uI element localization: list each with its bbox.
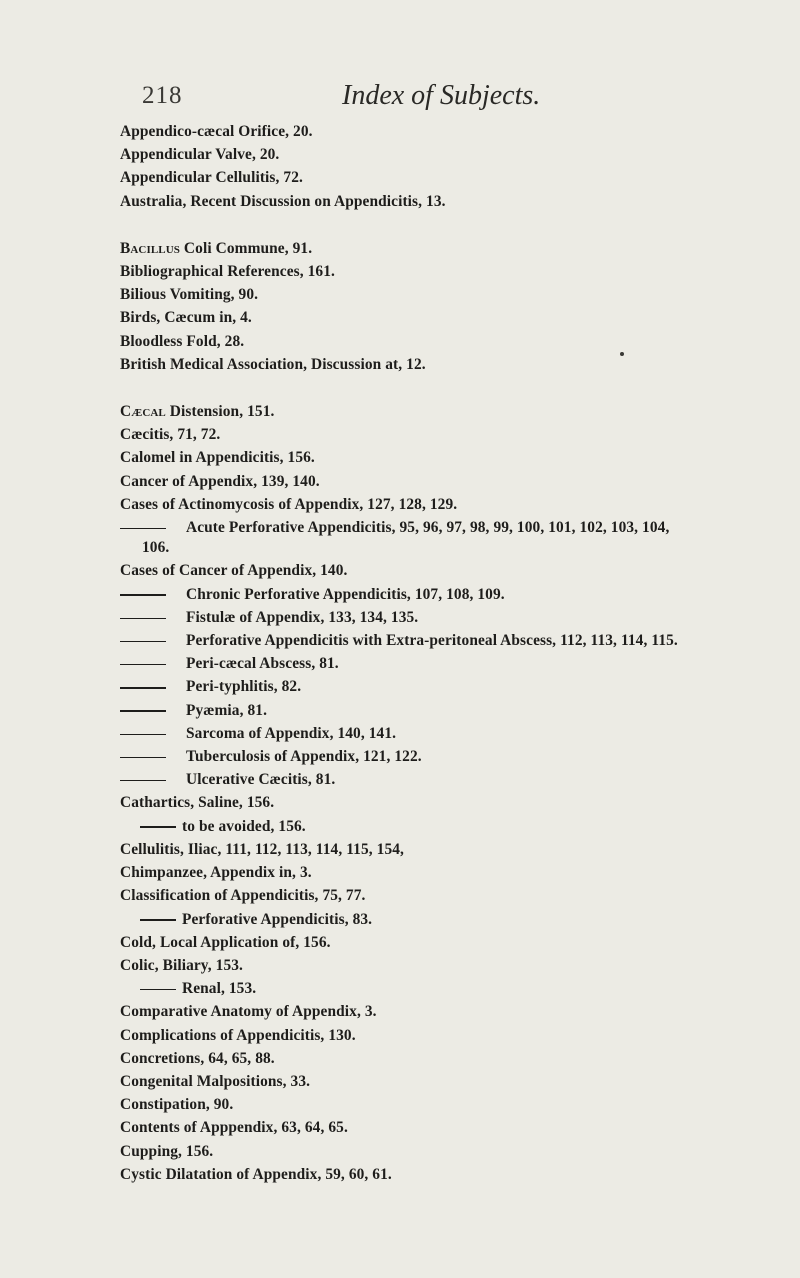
index-entry	[120, 166, 780, 189]
entry-text: Chronic Perforative Appendicitis, 107, 108, 109.	[186, 585, 505, 603]
index-entry	[120, 423, 780, 446]
ditto-dash	[120, 618, 166, 619]
ditto-dash	[140, 919, 176, 920]
index-entry	[120, 884, 780, 907]
entry-text: Distension, 151.	[165, 403, 275, 421]
index-entry	[120, 190, 780, 213]
entry-text: Constipation, 90.	[120, 1096, 234, 1114]
entry-text: Acute Perforative Appendicitis, 95, 96, 97, 98, 99, 100, 101, 102, 103, 104,	[186, 519, 670, 537]
index-entry	[120, 838, 780, 861]
entry-text: Perforative Appendicitis, 83.	[182, 910, 373, 928]
entry-text: Ulcerative Cæcitis, 81.	[186, 771, 336, 789]
ditto-dash	[120, 757, 166, 758]
entry-lead-word: Bacillus	[120, 239, 180, 257]
index-subentry	[120, 768, 780, 791]
index-entries	[120, 120, 780, 1186]
entry-text: Cold, Local Application of, 156.	[120, 933, 331, 951]
index-entry	[120, 143, 780, 166]
entry-text: Australia, Recent Discussion on Appendicitis, 13.	[120, 192, 446, 210]
page-number: 218	[142, 82, 183, 109]
entry-text: Contents of Apppendix, 63, 64, 65.	[120, 1119, 348, 1137]
index-subentry	[120, 908, 780, 931]
index-entry	[120, 400, 780, 423]
index-subentry	[120, 606, 780, 629]
entry-text: Cystic Dilatation of Appendix, 59, 60, 61.	[120, 1165, 392, 1183]
entry-text: Appendicular Valve, 20.	[120, 146, 280, 164]
entry-text: Appendico-cæcal Orifice, 20.	[120, 123, 313, 140]
ditto-dash	[140, 826, 176, 827]
index-subentry	[120, 583, 780, 606]
entry-text: Colic, Biliary, 153.	[120, 956, 243, 974]
entry-text: Cathartics, Saline, 156.	[120, 794, 275, 812]
index-entry	[120, 1047, 780, 1070]
ditto-dash	[120, 641, 166, 642]
index-entry	[120, 237, 780, 260]
index-subentry	[120, 977, 780, 1000]
entry-text: Concretions, 64, 65, 88.	[120, 1049, 275, 1067]
index-entry	[120, 791, 780, 814]
entry-text: Renal, 153.	[182, 980, 257, 998]
entry-text: Sarcoma of Appendix, 140, 141.	[186, 724, 397, 742]
index-subentry	[120, 699, 780, 722]
entry-text: British Medical Association, Discussion at, 12.	[120, 355, 426, 373]
entry-text: Cæcitis, 71, 72.	[120, 426, 221, 444]
ditto-dash	[120, 594, 166, 595]
index-entry	[120, 1070, 780, 1093]
entry-text: Cancer of Appendix, 139, 140.	[120, 472, 320, 490]
entry-text: Bilious Vomiting, 90.	[120, 286, 259, 304]
ditto-dash	[140, 989, 176, 990]
entry-text: Congenital Malpositions, 33.	[120, 1072, 311, 1090]
index-entry	[120, 330, 780, 353]
entry-text: Birds, Cæcum in, 4.	[120, 309, 252, 327]
index-entry	[120, 493, 780, 516]
index-subentry	[120, 629, 780, 652]
entry-text: Bloodless Fold, 28.	[120, 332, 245, 350]
entry-text: Fistulæ of Appendix, 133, 134, 135.	[186, 608, 419, 626]
entry-text: Pyæmia, 81.	[186, 701, 268, 719]
index-entry	[120, 1093, 780, 1116]
ditto-dash	[120, 710, 166, 711]
index-subentry	[120, 815, 780, 838]
entry-text: Comparative Anatomy of Appendix, 3.	[120, 1003, 377, 1021]
entry-text: Tuberculosis of Appendix, 121, 122.	[186, 748, 422, 766]
index-entry	[120, 1116, 780, 1139]
index-subentry	[120, 675, 780, 698]
page-header	[142, 82, 572, 122]
index-entry	[120, 954, 780, 977]
index-entry	[120, 1024, 780, 1047]
index-entry	[120, 559, 780, 582]
index-entry	[120, 1000, 780, 1023]
index-group	[120, 400, 780, 1186]
entry-text: Cases of Cancer of Appendix, 140.	[120, 562, 348, 580]
index-subentry	[120, 652, 780, 675]
index-entry	[120, 861, 780, 884]
index-entry-continuation	[120, 536, 780, 559]
entry-text: Appendicular Cellulitis, 72.	[120, 169, 303, 187]
index-subentry	[120, 722, 780, 745]
entry-text: Complications of Appendicitis, 130.	[120, 1026, 356, 1044]
index-entry	[120, 1163, 780, 1186]
index-group	[120, 120, 780, 213]
entry-text: to be avoided, 156.	[182, 817, 306, 835]
entry-text: Calomel in Appendicitis, 156.	[120, 449, 315, 467]
entry-text: Bibliographical References, 161.	[120, 263, 335, 281]
entry-text: Cases of Actinomycosis of Appendix, 127, 128, 129.	[120, 495, 458, 513]
index-entry	[120, 1140, 780, 1163]
running-title: Index of Subjects.	[342, 80, 541, 111]
entry-text: Chimpanzee, Appendix in, 3.	[120, 864, 312, 882]
ditto-dash	[120, 687, 166, 688]
index-group	[120, 237, 780, 376]
entry-text: Peri-typhlitis, 82.	[186, 678, 302, 696]
ditto-dash	[120, 528, 166, 529]
index-entry	[120, 283, 780, 306]
index-subentry	[120, 745, 780, 768]
entry-text: 106.	[142, 539, 170, 557]
index-entry	[120, 120, 780, 143]
entry-text: Cupping, 156.	[120, 1142, 214, 1160]
entry-text: Coli Commune, 91.	[179, 239, 313, 257]
index-entry	[120, 260, 780, 283]
ditto-dash	[120, 734, 166, 735]
index-entry	[120, 931, 780, 954]
ditto-dash	[120, 780, 166, 781]
index-entry	[120, 470, 780, 493]
index-entry	[120, 353, 780, 376]
entry-text: Cellulitis, Iliac, 111, 112, 113, 114, 115, 154,	[120, 840, 404, 858]
entry-lead-word: Cæcal	[120, 403, 166, 421]
index-entry	[120, 306, 780, 329]
index-entry	[120, 446, 780, 469]
entry-text: Peri-cæcal Abscess, 81.	[186, 655, 339, 673]
entry-text: Perforative Appendicitis with Extra-peritoneal Abscess, 112, 113, 114, 115.	[186, 632, 678, 650]
entry-text: Classification of Appendicitis, 75, 77.	[120, 887, 366, 905]
ditto-dash	[120, 664, 166, 665]
